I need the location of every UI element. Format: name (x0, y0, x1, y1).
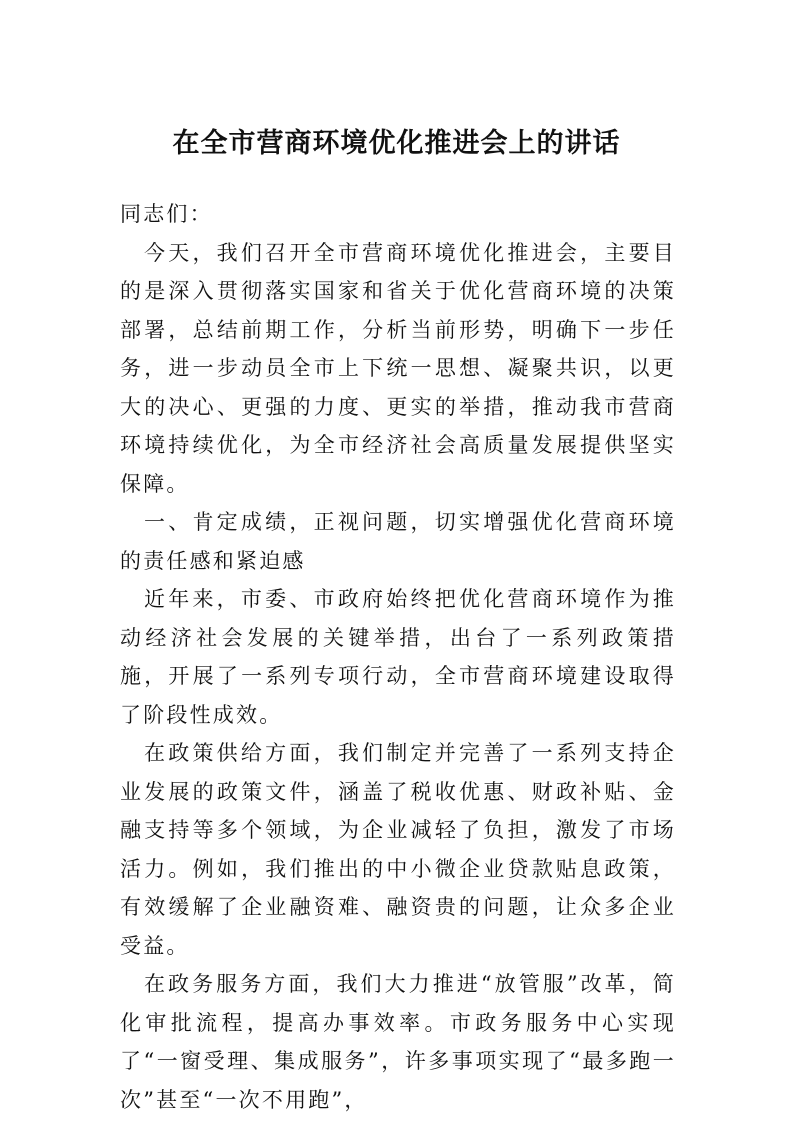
paragraph-achievements: 近年来，市委、市政府始终把优化营商环境作为推动经济社会发展的关键举措，出台了一系列政策措施，开展了一系列专项行动，全市营商环境建设取得了阶段性成效。 (120, 587, 676, 727)
paragraph-policy-supply: 在政策供给方面，我们制定并完善了一系列支持企业发展的政策文件，涵盖了税收优惠、财政补贴、金融支持等多个领域，为企业减轻了负担，激发了市场活力。例如，我们推出的中小微企业贷款贴息政策，有效缓解了企业融资难、融资贵的问题，让众多企业受益。 (120, 741, 676, 958)
paragraph-opening: 今天，我们召开全市营商环境优化推进会，主要目的是深入贯彻落实国家和省关于优化营商环境的决策部署，总结前期工作，分析当前形势，明确下一步任务，进一步动员全市上下统一思想、凝聚共识，以更大的决心、更强的力度、更实的举措，推动我市营商环境持续优化，为全市经济社会高质量发展提供坚实保障。 (120, 240, 676, 496)
paragraph-government-services: 在政务服务方面，我们大力推进“放管服”改革，简化审批流程，提高办事效率。市政务服务中心实现了“一窗受理、集成服务”，许多事项实现了“最多跑一次”甚至“一次不用跑”， (120, 972, 676, 1112)
document-title: 在全市营商环境优化推进会上的讲话 (172, 128, 621, 159)
document-body (120, 195, 676, 1119)
section-heading-1: 一、肯定成绩，正视问题，切实增强优化营商环境的责任感和紧迫感 (120, 510, 676, 573)
salutation: 同志们： (120, 202, 213, 226)
